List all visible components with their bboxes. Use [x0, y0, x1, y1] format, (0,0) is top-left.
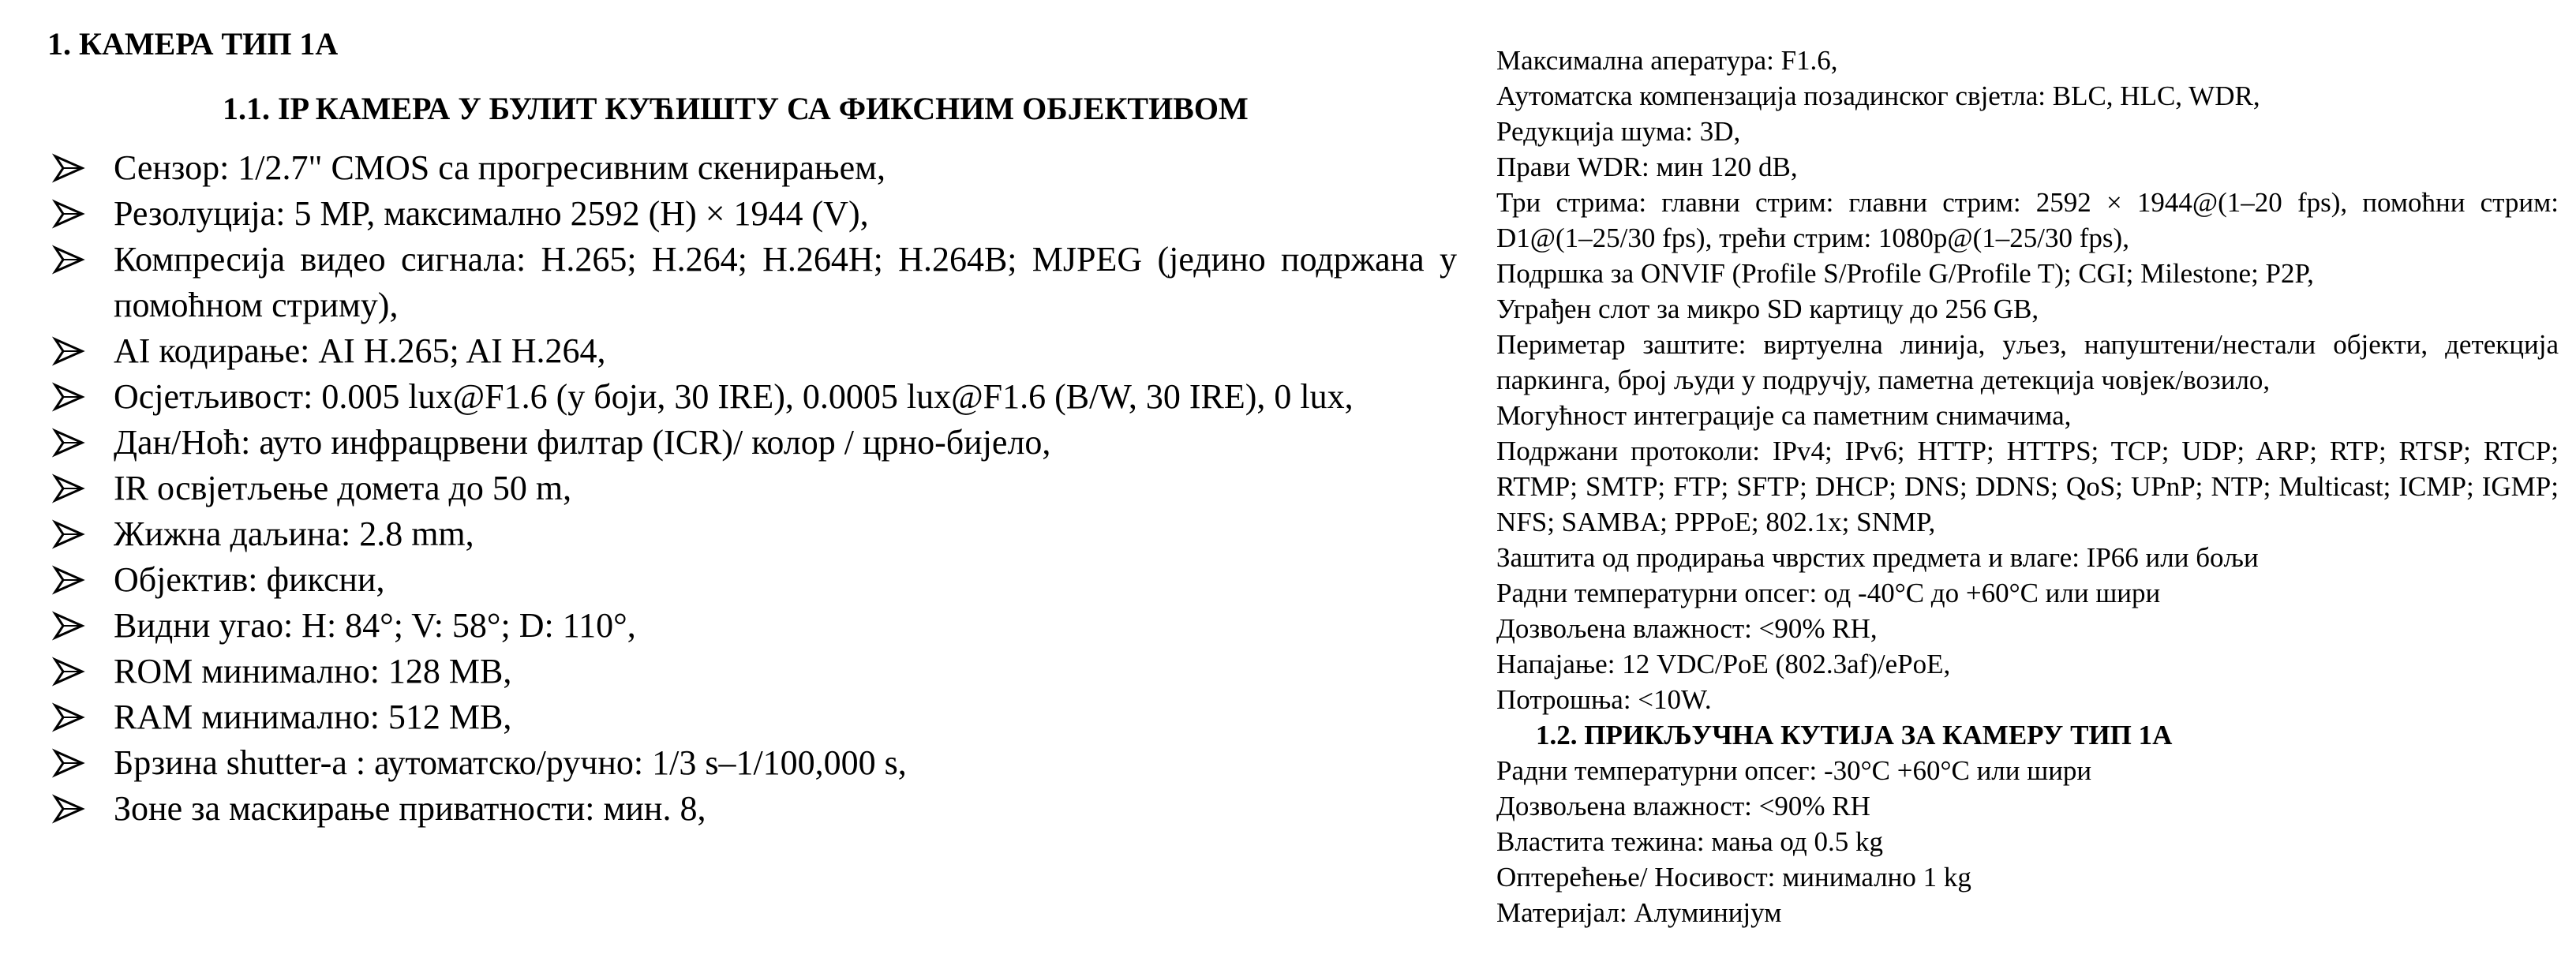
- spec-bullet-item: [44, 420, 1457, 466]
- spec-bullet-text: Компресија видео сигнала: H.265; H.264; H.264H; H.264B; MJPEG (једино подржана у помоћном стриму),: [114, 240, 1457, 324]
- arrow-bullet-icon: [51, 145, 87, 191]
- spec-paragraph: Потрошња: <10W.: [1496, 684, 1712, 715]
- spec-bullet-text: RAM минимално: 512 MB,: [114, 698, 512, 736]
- left-column: [44, 24, 1457, 832]
- spec-bullet-text: Жижна даљина: 2.8 mm,: [114, 515, 474, 553]
- spec-paragraph: Заштита од продирања чврстих предмета и влаге: IP66 или бољи: [1496, 542, 2259, 573]
- spec-line: Радни температурни опсег: -30°C +60°C или шири: [1496, 755, 2092, 786]
- spec-paragraph: Три стрима: главни стрим: главни стрим: 2592 × 1944@(1–20 fps), помоћни стрим: D1@(1–25/30 fps), трећи стрим: 1080p@(1–25/30 fps),: [1496, 187, 2559, 253]
- spec-line: Максимална апературa: F1.6,: [1496, 45, 1838, 76]
- arrow-bullet-icon: [51, 191, 87, 237]
- spec-bullet-text: Дан/Ноћ: ауто инфрацрвени филтар (ICR)/ колор / црно-бијело,: [114, 423, 1051, 462]
- spec-line: Прави WDR: мин 120 dB,: [1496, 152, 1798, 182]
- spec-bullet-item: [44, 603, 1457, 649]
- arrow-bullet-icon: [51, 786, 87, 832]
- right-column: [1496, 43, 2559, 930]
- arrow-bullet-icon: [51, 237, 87, 283]
- spec-bullet-item: [44, 694, 1457, 740]
- spec-bullet-item: [44, 511, 1457, 557]
- spec-line: Аутоматска компензација позадинског свјетла: BLC, HLC, WDR,: [1496, 80, 2260, 111]
- spec-line: Оптерећење/ Носивост: минимално 1 kg: [1496, 862, 1971, 893]
- spec-bullet-text: IR освјетљење домета до 50 m,: [114, 469, 572, 507]
- spec-paragraph: Радни температурни опсег: од -40°C до +60°C или шири: [1496, 578, 2161, 608]
- arrow-bullet-icon: [51, 420, 87, 466]
- spec-paragraph: Дозвољена влажност: <90% RH,: [1496, 613, 1878, 644]
- arrow-bullet-icon: [51, 740, 87, 786]
- spec-bullet-list: [44, 145, 1457, 832]
- spec-line: Властита тежина: мања од 0.5 kg: [1496, 826, 1883, 857]
- arrow-bullet-icon: [51, 466, 87, 511]
- arrow-bullet-icon: [51, 694, 87, 740]
- spec-line: Материјал: Алуминијум: [1496, 897, 1782, 928]
- spec-line: Редукција шума: 3D,: [1496, 116, 1741, 147]
- spec-bullet-item: [44, 328, 1457, 374]
- spec-bullet-text: Осјетљивост: 0.005 lux@F1.6 (у боји, 30 IRE), 0.0005 lux@F1.6 (B/W, 30 IRE), 0 lux,: [114, 377, 1354, 416]
- subsection-heading-1-2: 1.2. ПРИКЉУЧНА КУТИЈА ЗА КАМЕРУ ТИП 1А: [1536, 720, 2173, 750]
- arrow-bullet-icon: [51, 603, 87, 649]
- spec-paragraph: Подршка за ONVIF (Profile S/Profile G/Profile T); CGI; Milestone; P2P,: [1496, 258, 2314, 289]
- subsection-heading: 1.1. IP КАМЕРА У БУЛИТ КУЋИШТУ СА ФИКСНИМ ОБЈЕКТИВОМ: [223, 91, 1249, 126]
- spec-paragraph: Периметар заштите: виртуелна линија, уљез, напуштени/нестали објекти, детекција паркинга, број људи у подручју, паметна детекција човјек/возило,: [1496, 329, 2559, 395]
- spec-paragraph: Могућност интеграције са паметним снимачима,: [1496, 400, 2072, 431]
- spec-bullet-item: [44, 740, 1457, 786]
- arrow-bullet-icon: [51, 328, 87, 374]
- spec-bullet-text: Зоне за маскирање приватности: мин. 8,: [114, 789, 706, 828]
- spec-bullet-item: [44, 466, 1457, 511]
- spec-bullet-item: [44, 557, 1457, 603]
- arrow-bullet-icon: [51, 374, 87, 420]
- spec-bullet-item: [44, 145, 1457, 191]
- spec-paragraph: Напајање: 12 VDC/PoE (802.3af)/ePoE,: [1496, 649, 1951, 679]
- spec-bullet-text: Објектив: фиксни,: [114, 560, 385, 599]
- spec-bullet-item: [44, 786, 1457, 832]
- spec-bullet-item: [44, 374, 1457, 420]
- spec-bullet-item: [44, 191, 1457, 237]
- spec-paragraph: Подржани протоколи: IPv4; IPv6; HTTP; HTTPS; TCP; UDP; ARP; RTP; RTSP; RTCP; RTMP; SMTP; FTP; SFTP; DHCP; DNS; DDNS; QoS; UPnP; NTP; Multicast; ICMP; IGMP; NFS; SAMBA; PPPoE; 802.1x; SNMP,: [1496, 436, 2559, 537]
- arrow-bullet-icon: [51, 511, 87, 557]
- spec-bullet-text: Брзина shutter-a : аутоматско/ручно: 1/3 s–1/100,000 s,: [114, 743, 907, 782]
- spec-bullet-text: Сензор: 1/2.7" CMOS са прогресивним скенирањем,: [114, 148, 886, 187]
- spec-bullet-text: ROM минимално: 128 MB,: [114, 652, 512, 690]
- spec-bullet-item: [44, 237, 1457, 328]
- spec-bullet-text: Видни угао: H: 84°; V: 58°; D: 110°,: [114, 606, 636, 645]
- spec-line: Дозвољена влажност: <90% RH: [1496, 791, 1870, 821]
- spec-bullet-text: Резолуција: 5 MP, максимално 2592 (H) × 1944 (V),: [114, 194, 869, 233]
- arrow-bullet-icon: [51, 649, 87, 694]
- spec-bullet-text: AI кодирање: AI H.265; AI H.264,: [114, 331, 606, 370]
- arrow-bullet-icon: [51, 557, 87, 603]
- spec-bullet-item: [44, 649, 1457, 694]
- spec-paragraph: Уграђен слот за микро SD картицу до 256 GB,: [1496, 294, 2039, 324]
- section-heading: 1. КАМЕРА ТИП 1А: [47, 26, 339, 62]
